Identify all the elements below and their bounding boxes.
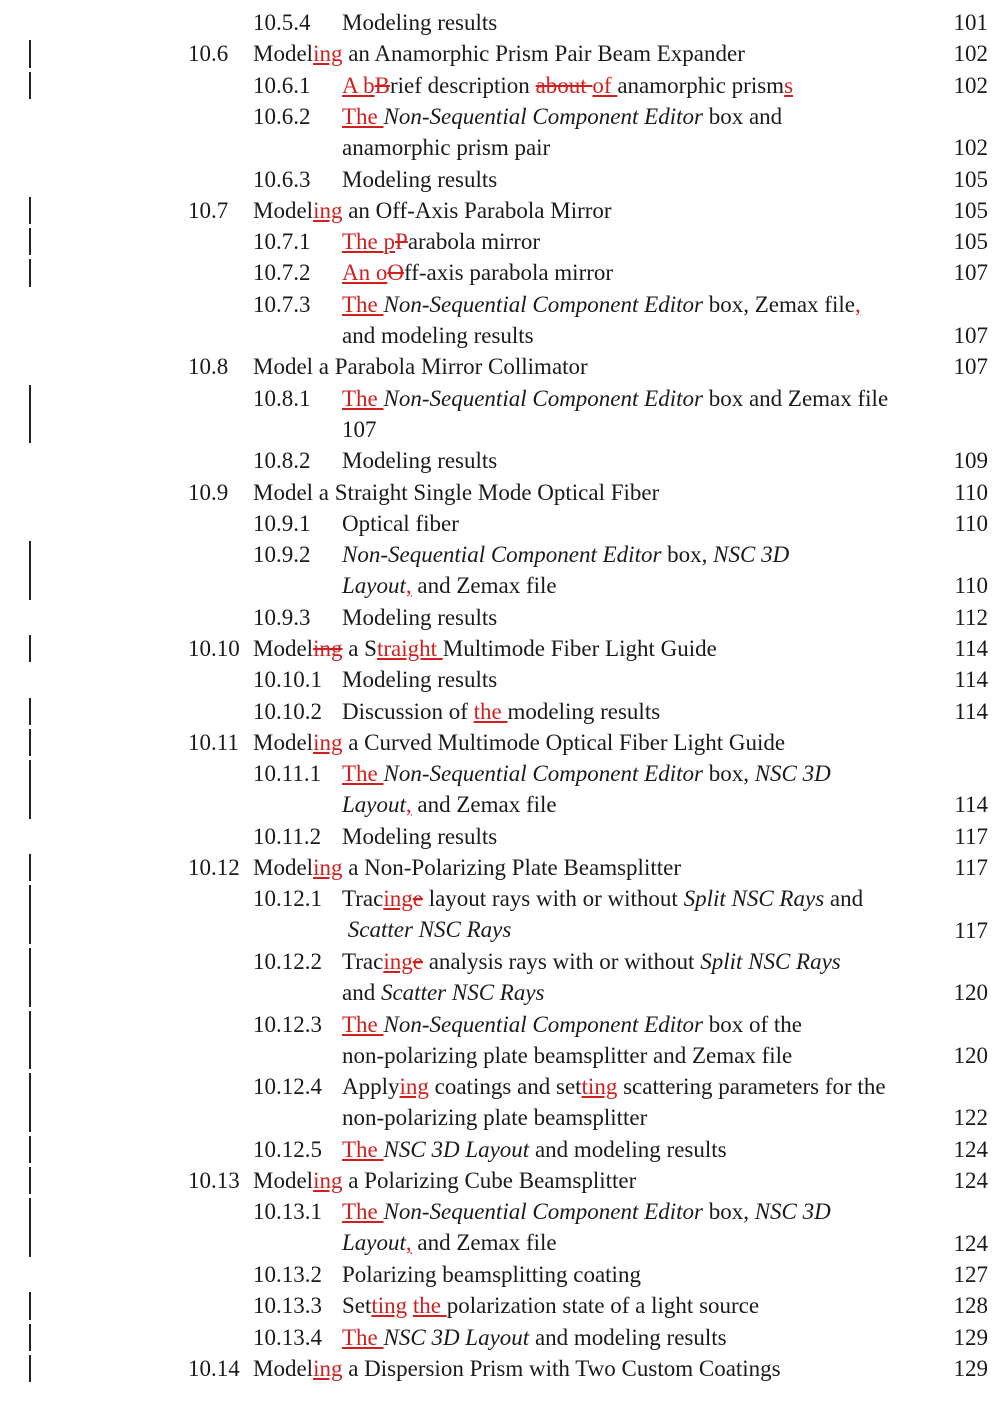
inserted-text: The xyxy=(342,103,384,129)
page-number: 114 xyxy=(954,636,988,661)
page-number: 107 xyxy=(953,322,988,348)
change-bar xyxy=(29,1073,31,1132)
section-number: 10.13.4 xyxy=(253,1324,322,1350)
inserted-text: ting xyxy=(581,1074,618,1100)
section-title xyxy=(342,1071,886,1102)
deleted-text: about xyxy=(535,72,593,98)
change-bar xyxy=(29,885,31,944)
page-number: 105 xyxy=(953,229,988,255)
page-number: 124 xyxy=(953,1230,988,1256)
page-number: 110 xyxy=(954,573,988,599)
entry-text: Non-Sequential Component Editor xyxy=(383,291,703,317)
section-number: 10.5.4 xyxy=(253,10,311,35)
section-title xyxy=(342,1322,727,1353)
entry-text: and xyxy=(342,980,381,1005)
page-number: 102 xyxy=(953,41,988,67)
entry-text: Model xyxy=(253,197,314,223)
entry-text: and modeling results xyxy=(529,1324,727,1350)
entry-text: Trac xyxy=(342,886,384,912)
toc-entry[interactable] xyxy=(0,383,1000,447)
change-bar xyxy=(29,948,31,1007)
page-number: 107 xyxy=(953,260,988,286)
entry-text: box and Zemax file xyxy=(702,385,889,411)
change-bar xyxy=(29,228,31,255)
entry-text: an Off-Axis Parabola Mirror xyxy=(342,197,612,223)
inserted-text: ting xyxy=(371,1293,408,1319)
section-title xyxy=(342,7,497,38)
page-number: 114 xyxy=(954,667,988,693)
entry-text: Scatter NSC Rays xyxy=(380,980,545,1005)
change-bar xyxy=(29,760,31,819)
section-title xyxy=(342,664,497,695)
inserted-text: ing xyxy=(399,1074,429,1100)
section-number: 10.12.1 xyxy=(253,886,322,912)
inserted-text: o xyxy=(375,260,388,286)
entry-text: a S xyxy=(342,636,377,661)
page-number: 114 xyxy=(954,698,988,724)
section-number: 10.13.2 xyxy=(253,1262,322,1287)
entry-text: 107 xyxy=(342,416,377,442)
inserted-text: the xyxy=(412,1293,447,1319)
entry-text: Multimode Fiber Light Guide xyxy=(442,636,717,661)
toc-entry[interactable] xyxy=(0,539,1000,603)
change-bar xyxy=(29,1355,31,1382)
entry-text: box, Zemax file xyxy=(702,291,855,317)
page-number: 109 xyxy=(953,448,988,474)
entry-text: rief description xyxy=(389,72,536,98)
inserted-text: ing xyxy=(313,1168,343,1194)
entry-text: Modeling results xyxy=(342,10,498,35)
page-number: 122 xyxy=(953,1105,988,1131)
section-title-continued xyxy=(342,1040,792,1071)
section-number: 10.10.2 xyxy=(253,698,322,724)
change-bar xyxy=(29,1198,31,1257)
section-title xyxy=(342,1009,802,1040)
entry-text: Discussion of xyxy=(342,698,474,724)
inserted-text: of xyxy=(592,72,618,98)
entry-text: ff-axis parabola mirror xyxy=(404,260,614,286)
section-number: 10.7 xyxy=(188,197,229,223)
deleted-text: B xyxy=(374,72,390,98)
section-number: 10.12.2 xyxy=(253,949,322,974)
inserted-text: The xyxy=(342,761,384,787)
section-title xyxy=(342,289,861,320)
entry-text: Modeling results xyxy=(342,823,498,849)
section-number: 10.12.3 xyxy=(253,1011,322,1037)
entry-text: Trac xyxy=(342,949,384,974)
section-title xyxy=(253,1165,636,1196)
section-title xyxy=(342,758,831,789)
inserted-text: the xyxy=(473,698,508,724)
entry-text: box of the xyxy=(702,1011,802,1037)
section-title-continued xyxy=(342,977,545,1008)
entry-text: Model xyxy=(253,41,314,67)
page-number: 117 xyxy=(954,917,988,943)
section-number: 10.7.3 xyxy=(253,291,311,317)
entry-text: Split NSC Rays xyxy=(683,886,825,912)
entry-text: NSC 3D xyxy=(713,542,790,568)
entry-text: and modeling results xyxy=(342,322,534,348)
section-title xyxy=(253,1353,781,1384)
page-number: 107 xyxy=(953,354,988,380)
section-number: 10.11.2 xyxy=(253,823,322,849)
section-title xyxy=(342,1134,727,1165)
inserted-text: ing xyxy=(313,729,343,755)
entry-text: Non-Sequential Component Editor xyxy=(383,103,703,129)
section-title-continued xyxy=(342,789,557,820)
entry-text: NSC 3D Layout xyxy=(383,1136,530,1162)
inserted-text: The xyxy=(342,1199,384,1225)
entry-text: Layout xyxy=(342,1230,406,1256)
section-title-continued xyxy=(342,1102,647,1133)
entry-text: layout rays with or without xyxy=(422,886,684,912)
section-title xyxy=(342,101,782,132)
entry-text: non-polarizing plate beamsplitter and Zemax file xyxy=(342,1042,793,1068)
entry-text: Non-Sequential Component Editor xyxy=(383,761,703,787)
section-number: 10.8.1 xyxy=(253,385,311,411)
section-number: 10.9.1 xyxy=(253,510,311,536)
inserted-text: ing xyxy=(383,886,413,912)
page-number: 102 xyxy=(953,72,988,98)
section-number: 10.11.1 xyxy=(253,761,322,787)
section-title xyxy=(342,539,789,570)
entry-text: Modeling results xyxy=(342,604,498,630)
section-number: 10.6.2 xyxy=(253,103,311,129)
section-number: 10.7.1 xyxy=(253,229,311,255)
section-number: 10.7.2 xyxy=(253,260,311,286)
change-bar xyxy=(29,72,31,99)
change-bar xyxy=(29,635,31,662)
deleted-text: P xyxy=(395,229,408,255)
entry-text: Model xyxy=(253,1168,314,1194)
entry-text: non-polarizing plate beamsplitter xyxy=(342,1105,648,1131)
toc-entry[interactable] xyxy=(0,1009,1000,1073)
section-title xyxy=(342,696,660,727)
inserted-text: The xyxy=(342,229,384,255)
change-bar xyxy=(29,259,31,286)
inserted-text: A xyxy=(342,72,364,98)
section-title xyxy=(342,946,841,977)
entry-text: Layout xyxy=(342,573,406,599)
section-title xyxy=(342,1290,759,1321)
section-title xyxy=(342,508,459,539)
entry-text: Modeling results xyxy=(342,448,498,474)
section-title-continued xyxy=(342,320,534,351)
entry-text: arabola mirror xyxy=(407,229,540,255)
section-title xyxy=(342,602,497,633)
section-title xyxy=(253,633,717,664)
inserted-text: traight xyxy=(376,636,443,661)
page-number: 128 xyxy=(953,1293,988,1319)
inserted-text: The xyxy=(342,1136,384,1162)
inserted-text: The xyxy=(342,1011,384,1037)
toc-entry[interactable] xyxy=(0,1071,1000,1135)
change-bar xyxy=(29,1292,31,1319)
toc-entry[interactable] xyxy=(0,1353,1000,1417)
toc-entry[interactable] xyxy=(0,883,1000,947)
entry-text: Split NSC Rays xyxy=(700,949,841,974)
entry-text: box and xyxy=(702,103,783,129)
change-bar xyxy=(29,197,31,224)
page-number: 102 xyxy=(953,135,988,161)
page-number: 112 xyxy=(954,604,988,630)
section-title xyxy=(342,70,793,101)
section-number: 10.10.1 xyxy=(253,667,322,693)
section-number: 10.9.2 xyxy=(253,542,311,568)
section-number: 10.13.1 xyxy=(253,1199,322,1225)
entry-text: box, xyxy=(702,1199,755,1225)
page-number: 120 xyxy=(953,1042,988,1068)
entry-text: box, xyxy=(661,542,714,568)
section-title xyxy=(342,383,888,414)
entry-text: anamorphic prism pair xyxy=(342,134,551,160)
entry-text: analysis rays with or without xyxy=(422,949,701,974)
section-number: 10.10 xyxy=(188,636,240,661)
section-title xyxy=(342,1196,831,1227)
entry-text: Modeling results xyxy=(342,166,498,192)
inserted-text: ing xyxy=(313,197,343,223)
entry-text: Modeling results xyxy=(342,667,498,693)
inserted-text: , xyxy=(405,1230,412,1256)
entry-text: Model xyxy=(253,1355,314,1381)
entry-text: anamorphic prism xyxy=(617,72,785,98)
section-number: 10.9.3 xyxy=(253,604,311,630)
page-number: 127 xyxy=(953,1262,988,1287)
section-number: 10.12.4 xyxy=(253,1074,322,1100)
inserted-text: The xyxy=(342,385,384,411)
entry-text: Model a Parabola Mirror Collimator xyxy=(253,354,588,380)
entry-text: coatings and set xyxy=(428,1074,582,1100)
change-bar xyxy=(29,854,31,881)
entry-text: and xyxy=(824,886,864,912)
page-number: 105 xyxy=(953,197,988,223)
entry-text: a Non-Polarizing Plate Beamsplitter xyxy=(342,855,681,881)
entry-text: and modeling results xyxy=(529,1136,727,1162)
entry-text: NSC 3D xyxy=(754,1199,831,1225)
entry-text: Non-Sequential Component Editor xyxy=(342,542,662,568)
page-number: 114 xyxy=(954,792,988,818)
toc-entry[interactable] xyxy=(0,946,1000,1010)
change-bar xyxy=(29,1324,31,1351)
inserted-text: ing xyxy=(313,41,343,67)
inserted-text: , xyxy=(405,573,412,599)
section-title xyxy=(342,257,613,288)
page-number: 101 xyxy=(953,10,988,35)
entry-text: Set xyxy=(342,1293,372,1319)
section-number: 10.13.3 xyxy=(253,1293,322,1319)
page-number: 124 xyxy=(953,1168,988,1194)
entry-text: Layout xyxy=(342,792,406,818)
section-number: 10.12.5 xyxy=(253,1136,322,1162)
entry-text: Polarizing beamsplitting coating xyxy=(342,1262,641,1287)
entry-text: and Zemax file xyxy=(411,573,557,599)
change-bar xyxy=(29,1167,31,1194)
page-number: 129 xyxy=(953,1324,988,1350)
entry-text: Optical fiber xyxy=(342,510,459,536)
deleted-text: e xyxy=(412,886,423,912)
section-title xyxy=(253,38,745,69)
section-title-continued xyxy=(342,132,550,163)
inserted-text: p xyxy=(383,229,396,255)
entry-text: and Zemax file xyxy=(411,1230,557,1256)
section-number: 10.11 xyxy=(188,729,239,755)
entry-text: a Curved Multimode Optical Fiber Light Guide xyxy=(342,729,786,755)
page-number: 124 xyxy=(953,1136,988,1162)
section-number: 10.13 xyxy=(188,1168,240,1194)
section-number: 10.6.3 xyxy=(253,166,311,192)
entry-text: Model a Straight Single Mode Optical Fiber xyxy=(253,479,660,505)
section-title xyxy=(253,351,588,382)
inserted-text: The xyxy=(342,291,384,317)
entry-text: and Zemax file xyxy=(411,792,557,818)
toc-entry[interactable] xyxy=(0,101,1000,165)
entry-text: box, xyxy=(702,761,755,787)
change-bar xyxy=(29,729,31,756)
section-title xyxy=(253,195,612,226)
section-number: 10.6.1 xyxy=(253,72,311,98)
entry-text: Non-Sequential Component Editor xyxy=(383,1199,703,1225)
deleted-text: O xyxy=(387,260,404,286)
entry-text: Non-Sequential Component Editor xyxy=(383,385,703,411)
inserted-text: An xyxy=(342,260,376,286)
entry-text: a Polarizing Cube Beamsplitter xyxy=(342,1168,637,1194)
section-title-continued xyxy=(342,414,377,445)
deleted-text: e xyxy=(412,949,423,974)
change-bar xyxy=(29,1011,31,1070)
change-bar xyxy=(29,541,31,600)
section-title xyxy=(342,226,540,257)
deleted-text: ing xyxy=(313,636,343,661)
entry-text: Apply xyxy=(342,1074,400,1100)
entry-text: polarization state of a light source xyxy=(446,1293,760,1319)
section-number: 10.12 xyxy=(188,855,240,881)
inserted-text: ing xyxy=(313,1355,343,1381)
entry-text: Model xyxy=(253,636,314,661)
entry-text: NSC 3D Layout xyxy=(383,1324,530,1350)
section-title xyxy=(342,164,497,195)
inserted-text: b xyxy=(363,72,375,98)
inserted-text: , xyxy=(405,792,412,818)
page-number: 110 xyxy=(954,479,988,505)
section-title-continued xyxy=(342,570,557,601)
section-number: 10.6 xyxy=(188,41,229,67)
entry-text: modeling results xyxy=(507,698,661,724)
page-number: 129 xyxy=(953,1355,988,1381)
section-title xyxy=(342,883,863,914)
inserted-text: s xyxy=(784,72,794,98)
section-title xyxy=(342,821,497,852)
section-number: 10.9 xyxy=(188,479,229,505)
section-number: 10.8.2 xyxy=(253,448,311,474)
change-bar xyxy=(29,385,31,444)
page-number: 105 xyxy=(953,166,988,192)
entry-text: a Dispersion Prism with Two Custom Coatings xyxy=(342,1355,781,1381)
section-number: 10.14 xyxy=(188,1355,240,1381)
change-bar xyxy=(29,1136,31,1163)
entry-text: NSC 3D xyxy=(754,761,831,787)
inserted-text: ing xyxy=(313,855,343,881)
page-number: 117 xyxy=(954,855,988,881)
change-bar xyxy=(29,40,31,67)
section-title-continued xyxy=(342,1227,557,1258)
page-number: 120 xyxy=(953,980,988,1006)
change-bar xyxy=(29,698,31,725)
toc-entry[interactable] xyxy=(0,1196,1000,1260)
page-number: 110 xyxy=(954,510,988,536)
entry-text: an Anamorphic Prism Pair Beam Expander xyxy=(342,41,745,67)
section-title xyxy=(342,1259,641,1290)
toc-entry[interactable] xyxy=(0,758,1000,822)
toc-entry[interactable] xyxy=(0,289,1000,353)
page-number: 117 xyxy=(954,823,988,849)
section-title xyxy=(253,477,659,508)
entry-text: Non-Sequential Component Editor xyxy=(383,1011,703,1037)
section-title-continued xyxy=(342,914,511,945)
entry-text: Model xyxy=(253,855,314,881)
inserted-text: The xyxy=(342,1324,384,1350)
section-title xyxy=(253,852,681,883)
section-title xyxy=(253,727,785,758)
entry-text: scattering parameters for the xyxy=(617,1074,886,1100)
entry-text: Model xyxy=(253,729,314,755)
entry-text: Scatter NSC Rays xyxy=(342,917,512,943)
inserted-text: , xyxy=(854,291,861,317)
section-title xyxy=(342,445,497,476)
section-number: 10.8 xyxy=(188,354,229,380)
inserted-text: ing xyxy=(383,949,413,974)
